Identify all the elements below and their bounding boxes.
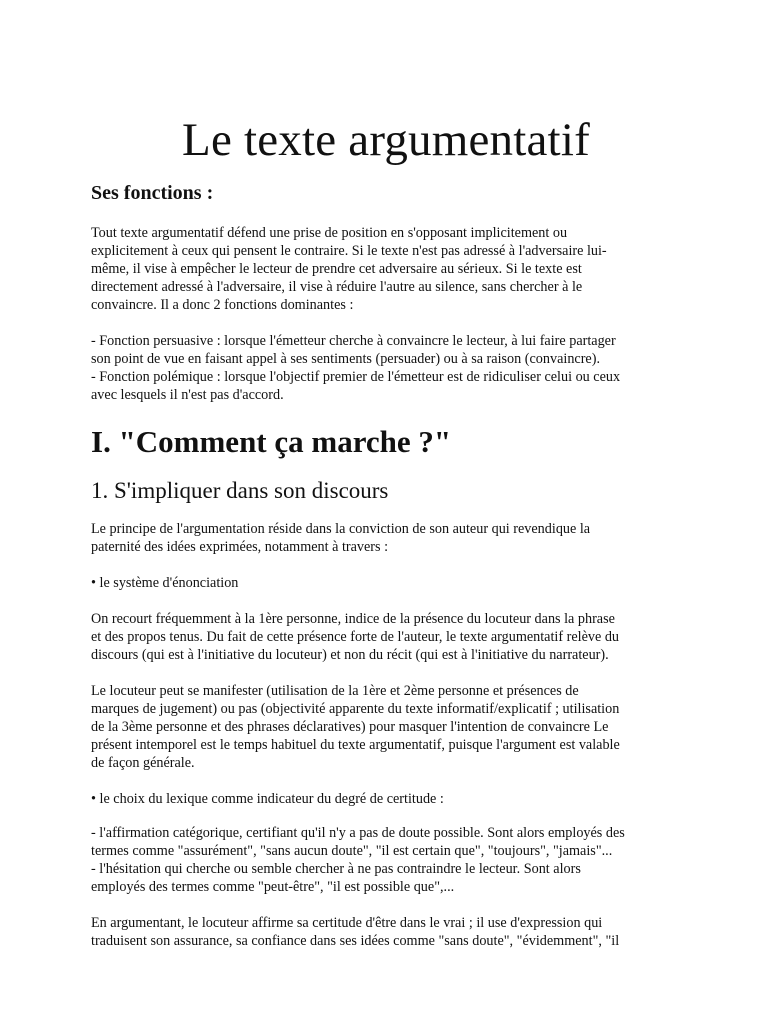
paragraph-line: convaincre. Il a donc 2 fonctions dominantes : <box>91 297 354 313</box>
paragraph-line: Le locuteur peut se manifester (utilisation de la 1ère et 2ème personne et présences de <box>91 683 579 699</box>
document-title: Le texte argumentatif <box>182 114 590 166</box>
paragraph-line: Le principe de l'argumentation réside dans la conviction de son auteur qui revendique la <box>91 521 591 537</box>
paragraph-line: Tout texte argumentatif défend une prise de position en s'opposant implicitement ou <box>91 225 568 241</box>
paragraph-line: paternité des idées exprimées, notamment à travers : <box>91 539 389 555</box>
paragraph-line: traduisent son assurance, sa confiance dans ses idées comme "sans doute", "évidemment", "il <box>91 933 620 949</box>
bullet-text: • le système d'énonciation <box>91 575 239 591</box>
bullet-text: • le choix du lexique comme indicateur du degré de certitude : <box>91 791 444 807</box>
paragraph-line: marques de jugement) ou pas (objectivité apparente du texte informatif/explicatif ; utilisation <box>91 701 620 717</box>
paragraph-line: - Fonction polémique : lorsque l'objectif premier de l'émetteur est de ridiculiser celui ou ceux <box>91 369 621 385</box>
paragraph-line: discours (qui est à l'initiative du locuteur) et non du récit (qui est à l'initiative du narrateur). <box>91 647 609 663</box>
paragraph-line: de façon générale. <box>91 755 195 771</box>
paragraph-line: avec lesquels il n'est pas d'accord. <box>91 387 284 403</box>
paragraph-principle <box>91 520 681 556</box>
paragraph-line: de la 3ème personne et des phrases déclaratives) pour masquer l'intention de convaincre Le <box>91 719 609 735</box>
part-heading-comment: I. "Comment ça marche ?" <box>91 424 452 459</box>
paragraph-line: explicitement à ceux qui pensent le contraire. Si le texte n'est pas adressé à l'adversaire lui- <box>91 243 607 259</box>
paragraph-functions <box>91 332 681 404</box>
paragraph-line: même, il vise à empêcher le lecteur de prendre cet adversaire au sérieux. Si le texte est <box>91 261 582 277</box>
paragraph-line: - l'affirmation catégorique, certifiant qu'il n'y a pas de doute possible. Sont alors employés des <box>91 825 625 841</box>
paragraph-recourt <box>91 610 681 664</box>
paragraph-certitude <box>91 824 681 896</box>
paragraph-line: - l'hésitation qui cherche ou semble chercher à ne pas contraindre le lecteur. Sont alors <box>91 861 581 877</box>
paragraph-line: présent intemporel est le temps habituel du texte argumentatif, puisque l'argument est valable <box>91 737 620 753</box>
section-heading-fonctions: Ses fonctions : <box>91 182 214 204</box>
paragraph-line: et des propos tenus. Du fait de cette présence forte de l'auteur, le texte argumentatif relève du <box>91 629 620 645</box>
paragraph-line: - Fonction persuasive : lorsque l'émetteur cherche à convaincre le lecteur, à lui faire partager <box>91 333 616 349</box>
paragraph-argumentant <box>91 914 681 950</box>
paragraph-line: directement adressé à l'adversaire, il vise à réduire l'autre au silence, sans chercher à le <box>91 279 583 295</box>
paragraph-line: son point de vue en faisant appel à ses sentiments (persuader) ou à sa raison (convaincre). <box>91 351 600 367</box>
paragraph-line: employés des termes comme "peut-être", "il est possible que",... <box>91 879 455 895</box>
paragraph-line: On recourt fréquemment à la 1ère personne, indice de la présence du locuteur dans la phrase <box>91 611 615 627</box>
paragraph-intro <box>91 224 681 314</box>
bullet-lexique <box>91 790 681 808</box>
subheading-impliquer: 1. S'impliquer dans son discours <box>91 478 389 503</box>
paragraph-locuteur <box>91 682 681 772</box>
paragraph-line: termes comme "assurément", "sans aucun doute", "il est certain que", "toujours", "jamais"... <box>91 843 613 859</box>
paragraph-line: En argumentant, le locuteur affirme sa certitude d'être dans le vrai ; il use d'expression qui <box>91 915 603 931</box>
bullet-enonciation <box>91 574 681 592</box>
